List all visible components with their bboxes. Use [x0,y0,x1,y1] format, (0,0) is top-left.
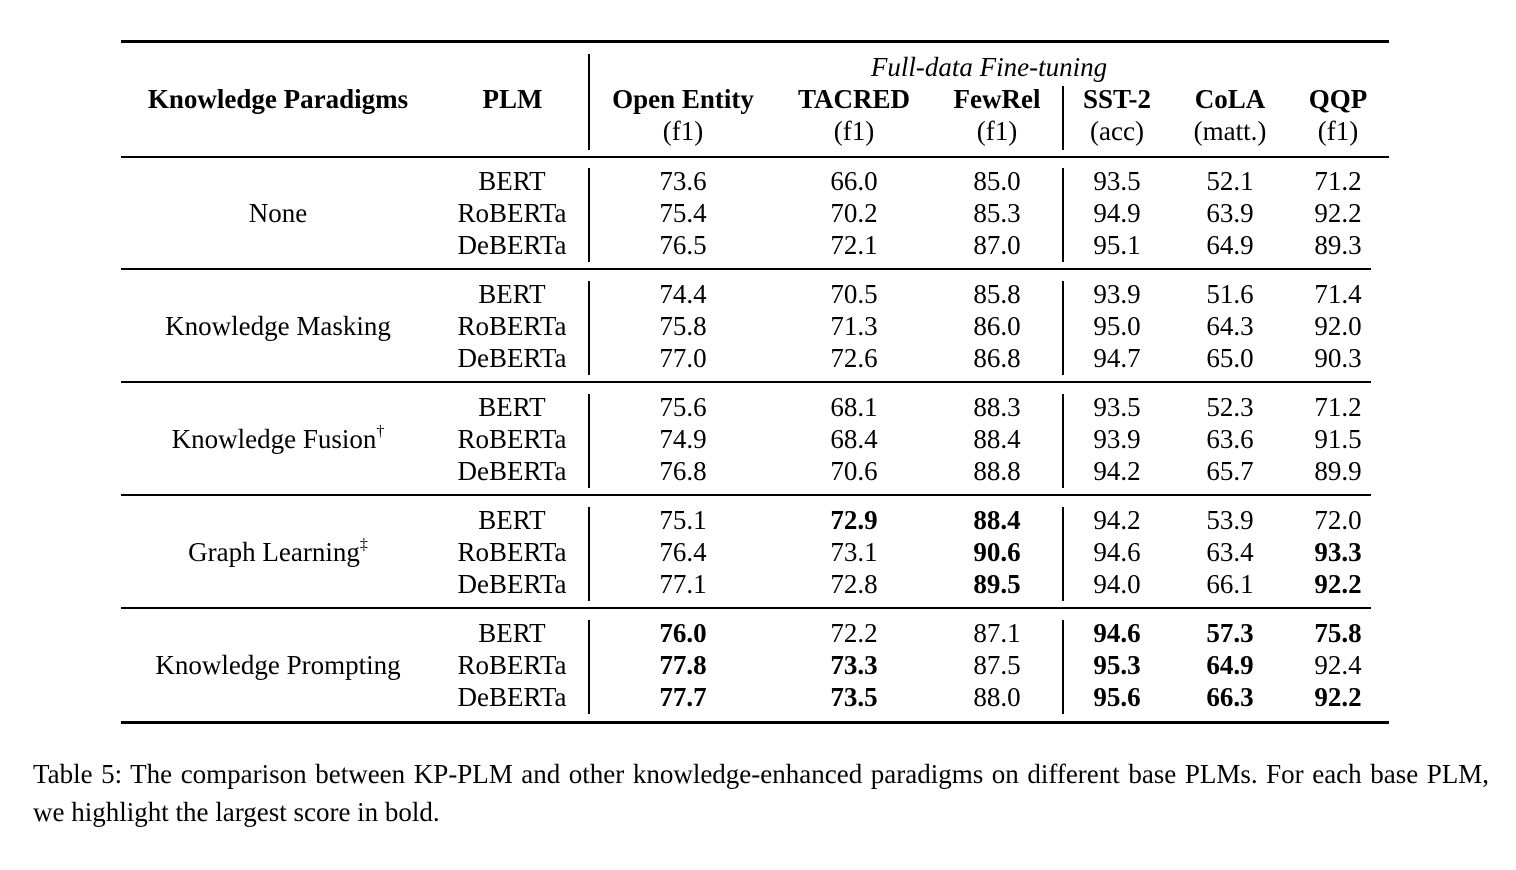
score-cell: 94.9 [1093,198,1141,228]
score-cell: 75.6 [659,392,707,422]
score-cell: 95.6 [1093,682,1141,712]
score-cell: 93.5 [1093,166,1141,196]
plm-cell: DeBERTa [457,343,567,373]
score-cell: 70.2 [830,198,878,228]
score-cell: 66.3 [1206,682,1254,712]
score-cell: 94.6 [1093,618,1141,648]
score-cell: 90.3 [1314,343,1362,373]
score-cell: 88.4 [973,424,1021,454]
score-cell: 88.8 [973,456,1021,486]
score-cell: 76.4 [659,537,707,567]
score-cell: 89.9 [1314,456,1362,486]
table-caption: Table 5: The comparison between KP-PLM and other knowledge-enhanced paradigms on different base PLMs. For each base PLM, we highlight the largest score in bold. [33,759,1489,827]
score-cell: 94.2 [1093,456,1141,486]
score-cell: 76.5 [659,230,707,260]
score-cell: 87.1 [973,618,1021,648]
column-metric: (f1) [1317,116,1359,146]
score-cell: 63.9 [1206,198,1254,228]
group-separator-rule [121,607,1371,609]
column-header: CoLA [1194,84,1266,114]
score-cell: 89.5 [973,569,1021,599]
score-cell: 72.2 [830,618,878,648]
score-cell: 89.3 [1314,230,1362,260]
column-metric: (f1) [662,116,704,146]
paradigm-name: Knowledge Prompting [155,650,401,680]
score-cell: 88.4 [973,505,1021,535]
header-plm: PLM [482,84,543,114]
score-cell: 76.0 [659,618,707,648]
score-cell: 70.6 [830,456,878,486]
plm-cell: DeBERTa [457,682,567,712]
score-cell: 57.3 [1206,618,1254,648]
column-header: FewRel [953,84,1041,114]
score-cell: 77.8 [659,650,707,680]
score-cell: 70.5 [830,279,878,309]
score-cell: 74.9 [659,424,707,454]
score-cell: 72.0 [1314,505,1362,535]
plm-cell: DeBERTa [457,569,567,599]
paradigm-label [121,649,435,681]
paradigm-name: Graph Learning [188,537,360,567]
score-cell: 92.2 [1314,569,1362,599]
group-divider-plm [588,394,590,488]
score-cell: 51.6 [1206,279,1254,309]
header-spanner: Full-data Fine-tuning [870,52,1108,82]
score-cell: 71.4 [1314,279,1362,309]
score-cell: 63.4 [1206,537,1254,567]
column-metric: (acc) [1090,116,1144,146]
score-cell: 93.9 [1093,279,1141,309]
score-cell: 66.1 [1206,569,1254,599]
score-cell: 52.3 [1206,392,1254,422]
score-cell: 92.2 [1314,198,1362,228]
paradigm-footnote-mark: ‡ [359,536,368,553]
paradigm-label [121,536,435,568]
paradigm-name: Knowledge Masking [165,311,391,341]
score-cell: 92.4 [1314,650,1362,680]
score-cell: 71.3 [830,311,878,341]
score-cell: 95.0 [1093,311,1141,341]
plm-cell: BERT [478,618,546,648]
score-cell: 63.6 [1206,424,1254,454]
score-cell: 86.8 [973,343,1021,373]
score-cell: 92.2 [1314,682,1362,712]
score-cell: 77.1 [659,569,707,599]
score-cell: 71.2 [1314,392,1362,422]
column-header: QQP [1308,84,1368,114]
column-metric: (f1) [976,116,1018,146]
score-cell: 64.9 [1206,650,1254,680]
paradigm-label [121,423,435,455]
score-cell: 92.0 [1314,311,1362,341]
score-cell: 72.1 [830,230,878,260]
score-cell: 68.1 [830,392,878,422]
group-separator-rule [121,268,1371,270]
score-cell: 71.2 [1314,166,1362,196]
score-cell: 90.6 [973,537,1021,567]
header-rule [121,156,1389,158]
score-cell: 73.6 [659,166,707,196]
column-header: SST-2 [1082,84,1152,114]
plm-cell: RoBERTa [457,650,567,680]
group-separator-rule [121,494,1371,496]
score-cell: 85.8 [973,279,1021,309]
score-cell: 73.3 [830,650,878,680]
score-cell: 72.6 [830,343,878,373]
score-cell: 85.0 [973,166,1021,196]
column-header: TACRED [797,84,910,114]
plm-cell: BERT [478,392,546,422]
score-cell: 85.3 [973,198,1021,228]
score-cell: 73.1 [830,537,878,567]
score-cell: 66.0 [830,166,878,196]
score-cell: 86.0 [973,311,1021,341]
score-cell: 64.9 [1206,230,1254,260]
plm-cell: RoBERTa [457,198,567,228]
score-cell: 73.5 [830,682,878,712]
score-cell: 75.8 [659,311,707,341]
score-cell: 88.3 [973,392,1021,422]
score-cell: 94.2 [1093,505,1141,535]
group-divider-plm [588,620,590,714]
group-divider-plm [588,281,590,375]
bottom-rule [121,721,1389,724]
paradigm-footnote-mark: † [376,423,385,440]
score-cell: 95.3 [1093,650,1141,680]
score-cell: 94.0 [1093,569,1141,599]
score-cell: 77.0 [659,343,707,373]
group-divider-plm [588,507,590,601]
plm-cell: BERT [478,166,546,196]
paradigm-label [121,197,435,229]
paradigm-label [121,310,435,342]
plm-cell: BERT [478,505,546,535]
paradigm-name: None [248,198,308,228]
score-cell: 75.8 [1314,618,1362,648]
score-cell: 72.8 [830,569,878,599]
column-metric: (matt.) [1193,116,1267,146]
score-cell: 65.0 [1206,343,1254,373]
score-cell: 77.7 [659,682,707,712]
column-metric: (f1) [833,116,875,146]
score-cell: 64.3 [1206,311,1254,341]
score-cell: 87.0 [973,230,1021,260]
score-cell: 72.9 [830,505,878,535]
score-cell: 74.4 [659,279,707,309]
group-separator-rule [121,381,1371,383]
score-cell: 95.1 [1093,230,1141,260]
paradigm-name: Knowledge Fusion [171,424,377,454]
score-cell: 94.6 [1093,537,1141,567]
plm-cell: RoBERTa [457,311,567,341]
score-cell: 87.5 [973,650,1021,680]
column-header: Open Entity [612,84,754,114]
plm-cell: BERT [478,279,546,309]
plm-cell: RoBERTa [457,424,567,454]
score-cell: 75.1 [659,505,707,535]
score-cell: 93.9 [1093,424,1141,454]
score-cell: 88.0 [973,682,1021,712]
score-cell: 75.4 [659,198,707,228]
score-cell: 53.9 [1206,505,1254,535]
top-rule [121,40,1389,43]
score-cell: 93.3 [1314,537,1362,567]
plm-cell: DeBERTa [457,456,567,486]
header-paradigms: Knowledge Paradigms [147,84,409,114]
plm-cell: RoBERTa [457,537,567,567]
score-cell: 52.1 [1206,166,1254,196]
score-cell: 68.4 [830,424,878,454]
score-cell: 76.8 [659,456,707,486]
group-divider-plm [588,168,590,262]
score-cell: 93.5 [1093,392,1141,422]
plm-cell: DeBERTa [457,230,567,260]
score-cell: 94.7 [1093,343,1141,373]
score-cell: 65.7 [1206,456,1254,486]
score-cell: 91.5 [1314,424,1362,454]
